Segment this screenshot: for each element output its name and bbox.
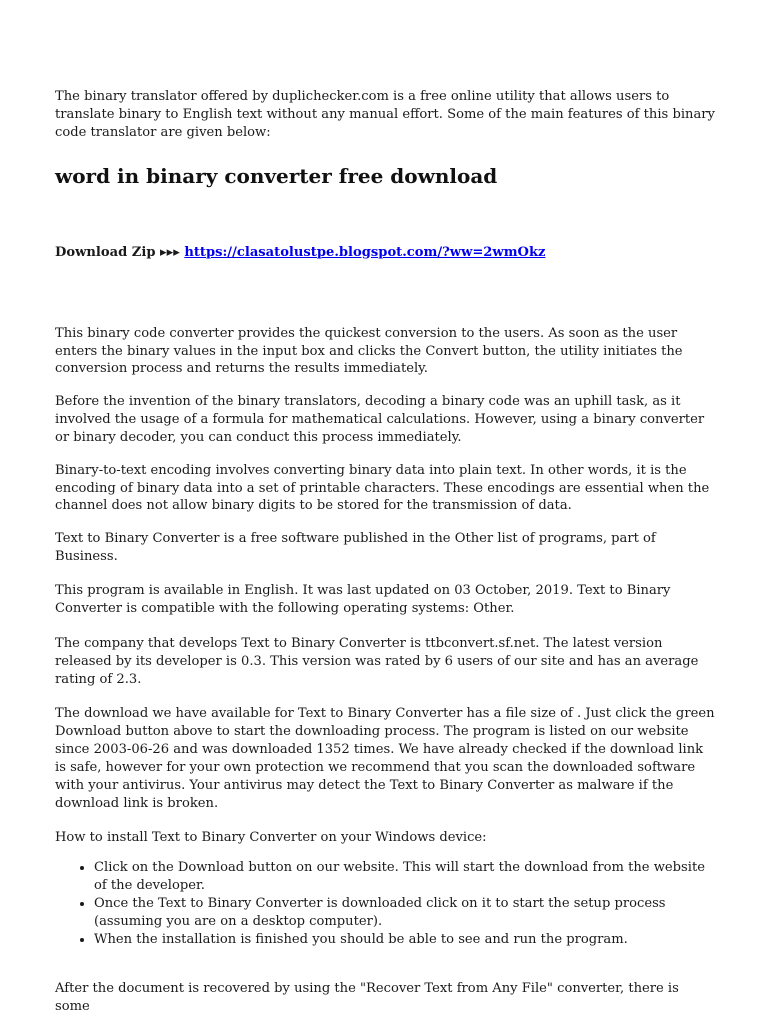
body-paragraph: The download we have available for Text to Binary Converter has a file size of . Just click the green Download button above to start the downloading process. The program is listed on our website since 2003-06-26 and was downloaded 1352 times. We have already checked if the download link is safe, however for your own protection we recommend that you scan the downloaded software with your antivirus. Your antivirus may detect the Text to Binary Converter as malware if the download link is broken.	[55, 706, 715, 811]
body-paragraph: Binary-to-text encoding involves converting binary data into plain text. In other words, it is the encoding of binary data into a set of printable characters. These encodings are essential when the channel does not allow binary digits to be stored for the transmission of data.	[55, 462, 710, 514]
body-paragraph: This program is available in English. It was last updated on 03 October, 2019. Text to Binary Converter is compatible with the following operating systems: Other.	[55, 583, 671, 617]
intro-paragraph: The binary translator offered by duplichecker.com is a free online utility that allows users to translate binary to English text without any manual effort. Some of the main features of this binary code translator are given below:	[55, 89, 715, 140]
install-steps-list	[55, 859, 715, 949]
install-intro: How to install Text to Binary Converter on your Windows device:	[55, 829, 487, 845]
body-paragraph: Before the invention of the binary translators, decoding a binary code was an uphill task, as it involved the usage of a formula for mathematical calculations. However, using a binary converter or binary decoder, you can conduct this process immediately.	[55, 394, 705, 445]
download-link[interactable]: https://clasatolustpe.blogspot.com/?ww=2wmOkz	[184, 244, 546, 260]
page-title: word in binary converter free download	[55, 163, 498, 188]
list-item: • Click on the Download button on our website. This will start the download from the website of the developer.	[94, 859, 715, 895]
list-item: • Once the Text to Binary Converter is downloaded click on it to start the setup process (assuming you are on a desktop computer).	[94, 895, 715, 931]
download-line	[55, 244, 715, 262]
download-arrows: ▸▸▸	[160, 244, 180, 260]
document-page	[55, 88, 715, 1016]
body-paragraph: This binary code converter provides the quickest conversion to the users. As soon as the user enters the binary values in the input box and clicks the Convert button, the utility initiates the conversion process and returns the results immediately.	[55, 325, 683, 377]
list-item: • When the installation is finished you should be able to see and run the program.	[94, 931, 715, 949]
body-paragraph: After the document is recovered by using the "Recover Text from Any File" converter, there is some	[55, 981, 679, 1015]
body-paragraph: The company that develops Text to Binary Converter is ttbconvert.sf.net. The latest version released by its developer is 0.3. This version was rated by 6 users of our site and has an average rating of 2.3.	[55, 635, 699, 687]
body-paragraph: Text to Binary Converter is a free software published in the Other list of programs, part of Business.	[55, 531, 656, 565]
download-label: Download Zip	[55, 244, 156, 260]
